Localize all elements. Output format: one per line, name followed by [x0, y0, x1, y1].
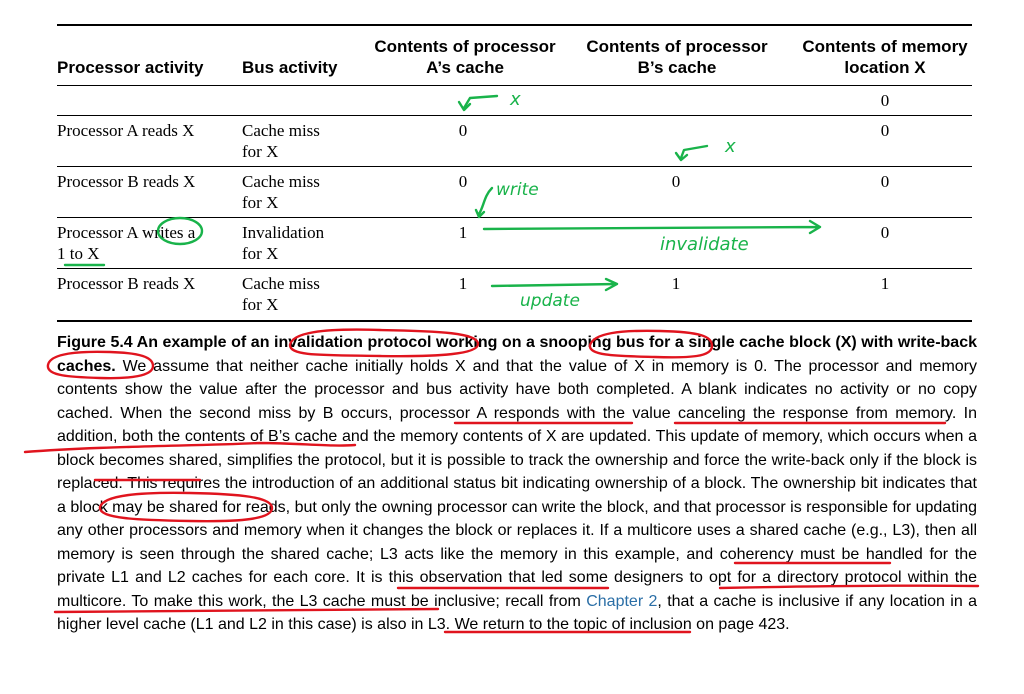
- table-cell-bus: Cache miss: [242, 274, 320, 293]
- table-cell-activity: 1 to X: [57, 244, 100, 263]
- table-cell-bus: for X: [242, 193, 279, 212]
- table-cell-a: 0: [458, 172, 468, 191]
- table-cell-bus: for X: [242, 142, 279, 161]
- header-memory-line1: Contents of memory: [802, 37, 968, 56]
- table-cell-bus: for X: [242, 244, 279, 263]
- table-cell-b: 1: [671, 274, 681, 293]
- header-a-cache-line2: A’s cache: [426, 58, 504, 77]
- table-cell-a: 1: [458, 274, 468, 293]
- header-a-cache-line1: Contents of processor: [374, 37, 556, 56]
- update-arrow: [492, 279, 617, 290]
- header-bus-activity: Bus activity: [242, 58, 338, 77]
- table-cell-mem: 0: [880, 223, 890, 242]
- table-bottom-rule: [57, 320, 972, 322]
- caption-body-end: , that a cache is inclusive if any location in a higher level cache (L1 and L2 in this case) is also in L3. We return to the topic of inclusion on page 423.: [57, 592, 978, 633]
- x-arrow-b: [676, 146, 707, 160]
- invalidate-arrow: [484, 221, 820, 233]
- caption-body: We assume that neither cache initially holds X and that the value of X in memory is 0. The processor and memory contents show the value after the processor and bus activity have both completed. A blank indicates no activity or no copy cached. When the second miss by B occurs, processor A responds with the value canceling the response from memory. In addition, both the contents of B’s cache and the memory contents of X are updated. This update of memory, which occurs when a block becomes shared, simplifies the protocol, but it is possible to track the ownership and force the write-back only if the block is replaced. This requires the introduction of an additional status bit indicating ownership of a block. The ownership bit indicates that a block may be shared for reads, but only the owning processor can write the block, and that processor is responsible for updating any other processors and memory when it changes the block or replaces it. If a multicore uses a shared cache (e.g., L3), then all memory is seen through the shared cache; L3 acts like the memory in this example, and coherency must be handled for the private L1 and L2 caches for each core. It is this observation that led some designers to opt for a directory protocol within the multicore. To make this work, the L3 cache must be inclusive; recall from: [57, 357, 977, 610]
- header-processor-activity: Processor activity: [57, 58, 204, 77]
- table-cell-bus: for X: [242, 295, 279, 314]
- chapter-link[interactable]: Chapter 2: [586, 592, 658, 610]
- figure-label: Figure 5.4 An example of an invalidation protocol working on a snooping bus for a single cache block (X) with write-back caches.: [57, 334, 977, 375]
- annotation-invalidate: invalidate: [660, 234, 749, 255]
- table-cell-mem: 0: [880, 121, 890, 140]
- annotation-update: update: [520, 291, 580, 311]
- table-cell-activity: Processor A writes a: [57, 223, 196, 242]
- row-divider: [57, 217, 972, 218]
- write-arrow: [476, 188, 492, 217]
- x-arrow-a: [459, 96, 497, 110]
- row-divider: [57, 115, 972, 116]
- table-cell-bus: Invalidation: [242, 223, 325, 242]
- table-top-rule: [57, 24, 972, 26]
- header-b-cache: [572, 36, 782, 78]
- annotation-x1: x: [510, 89, 521, 110]
- row-divider: [57, 268, 972, 269]
- table-cell-activity: Processor A reads X: [57, 121, 195, 140]
- table-cell-activity: Processor B reads X: [57, 172, 196, 191]
- table-cell-mem: 1: [880, 274, 890, 293]
- table-header-rule: [57, 85, 972, 86]
- table-cell-mem: 0: [880, 172, 890, 191]
- annotation-x2: x: [725, 136, 736, 157]
- table-cell-b: 0: [671, 172, 681, 191]
- table-cell-activity: Processor B reads X: [57, 274, 196, 293]
- table-cell-a: 1: [458, 223, 468, 242]
- figure-caption: [57, 331, 977, 637]
- table-cell-a: 0: [458, 121, 468, 140]
- header-b-cache-line1: Contents of processor: [586, 37, 768, 56]
- annotation-write: write: [496, 180, 539, 200]
- header-memory: [790, 36, 980, 78]
- table-cell-bus: Cache miss: [242, 172, 320, 191]
- header-b-cache-line2: B’s cache: [637, 58, 717, 77]
- row-divider: [57, 166, 972, 167]
- header-memory-line2: location X: [844, 58, 926, 77]
- table-cell-mem: 0: [880, 91, 890, 110]
- table-cell-bus: Cache miss: [242, 121, 320, 140]
- header-a-cache: [360, 36, 570, 78]
